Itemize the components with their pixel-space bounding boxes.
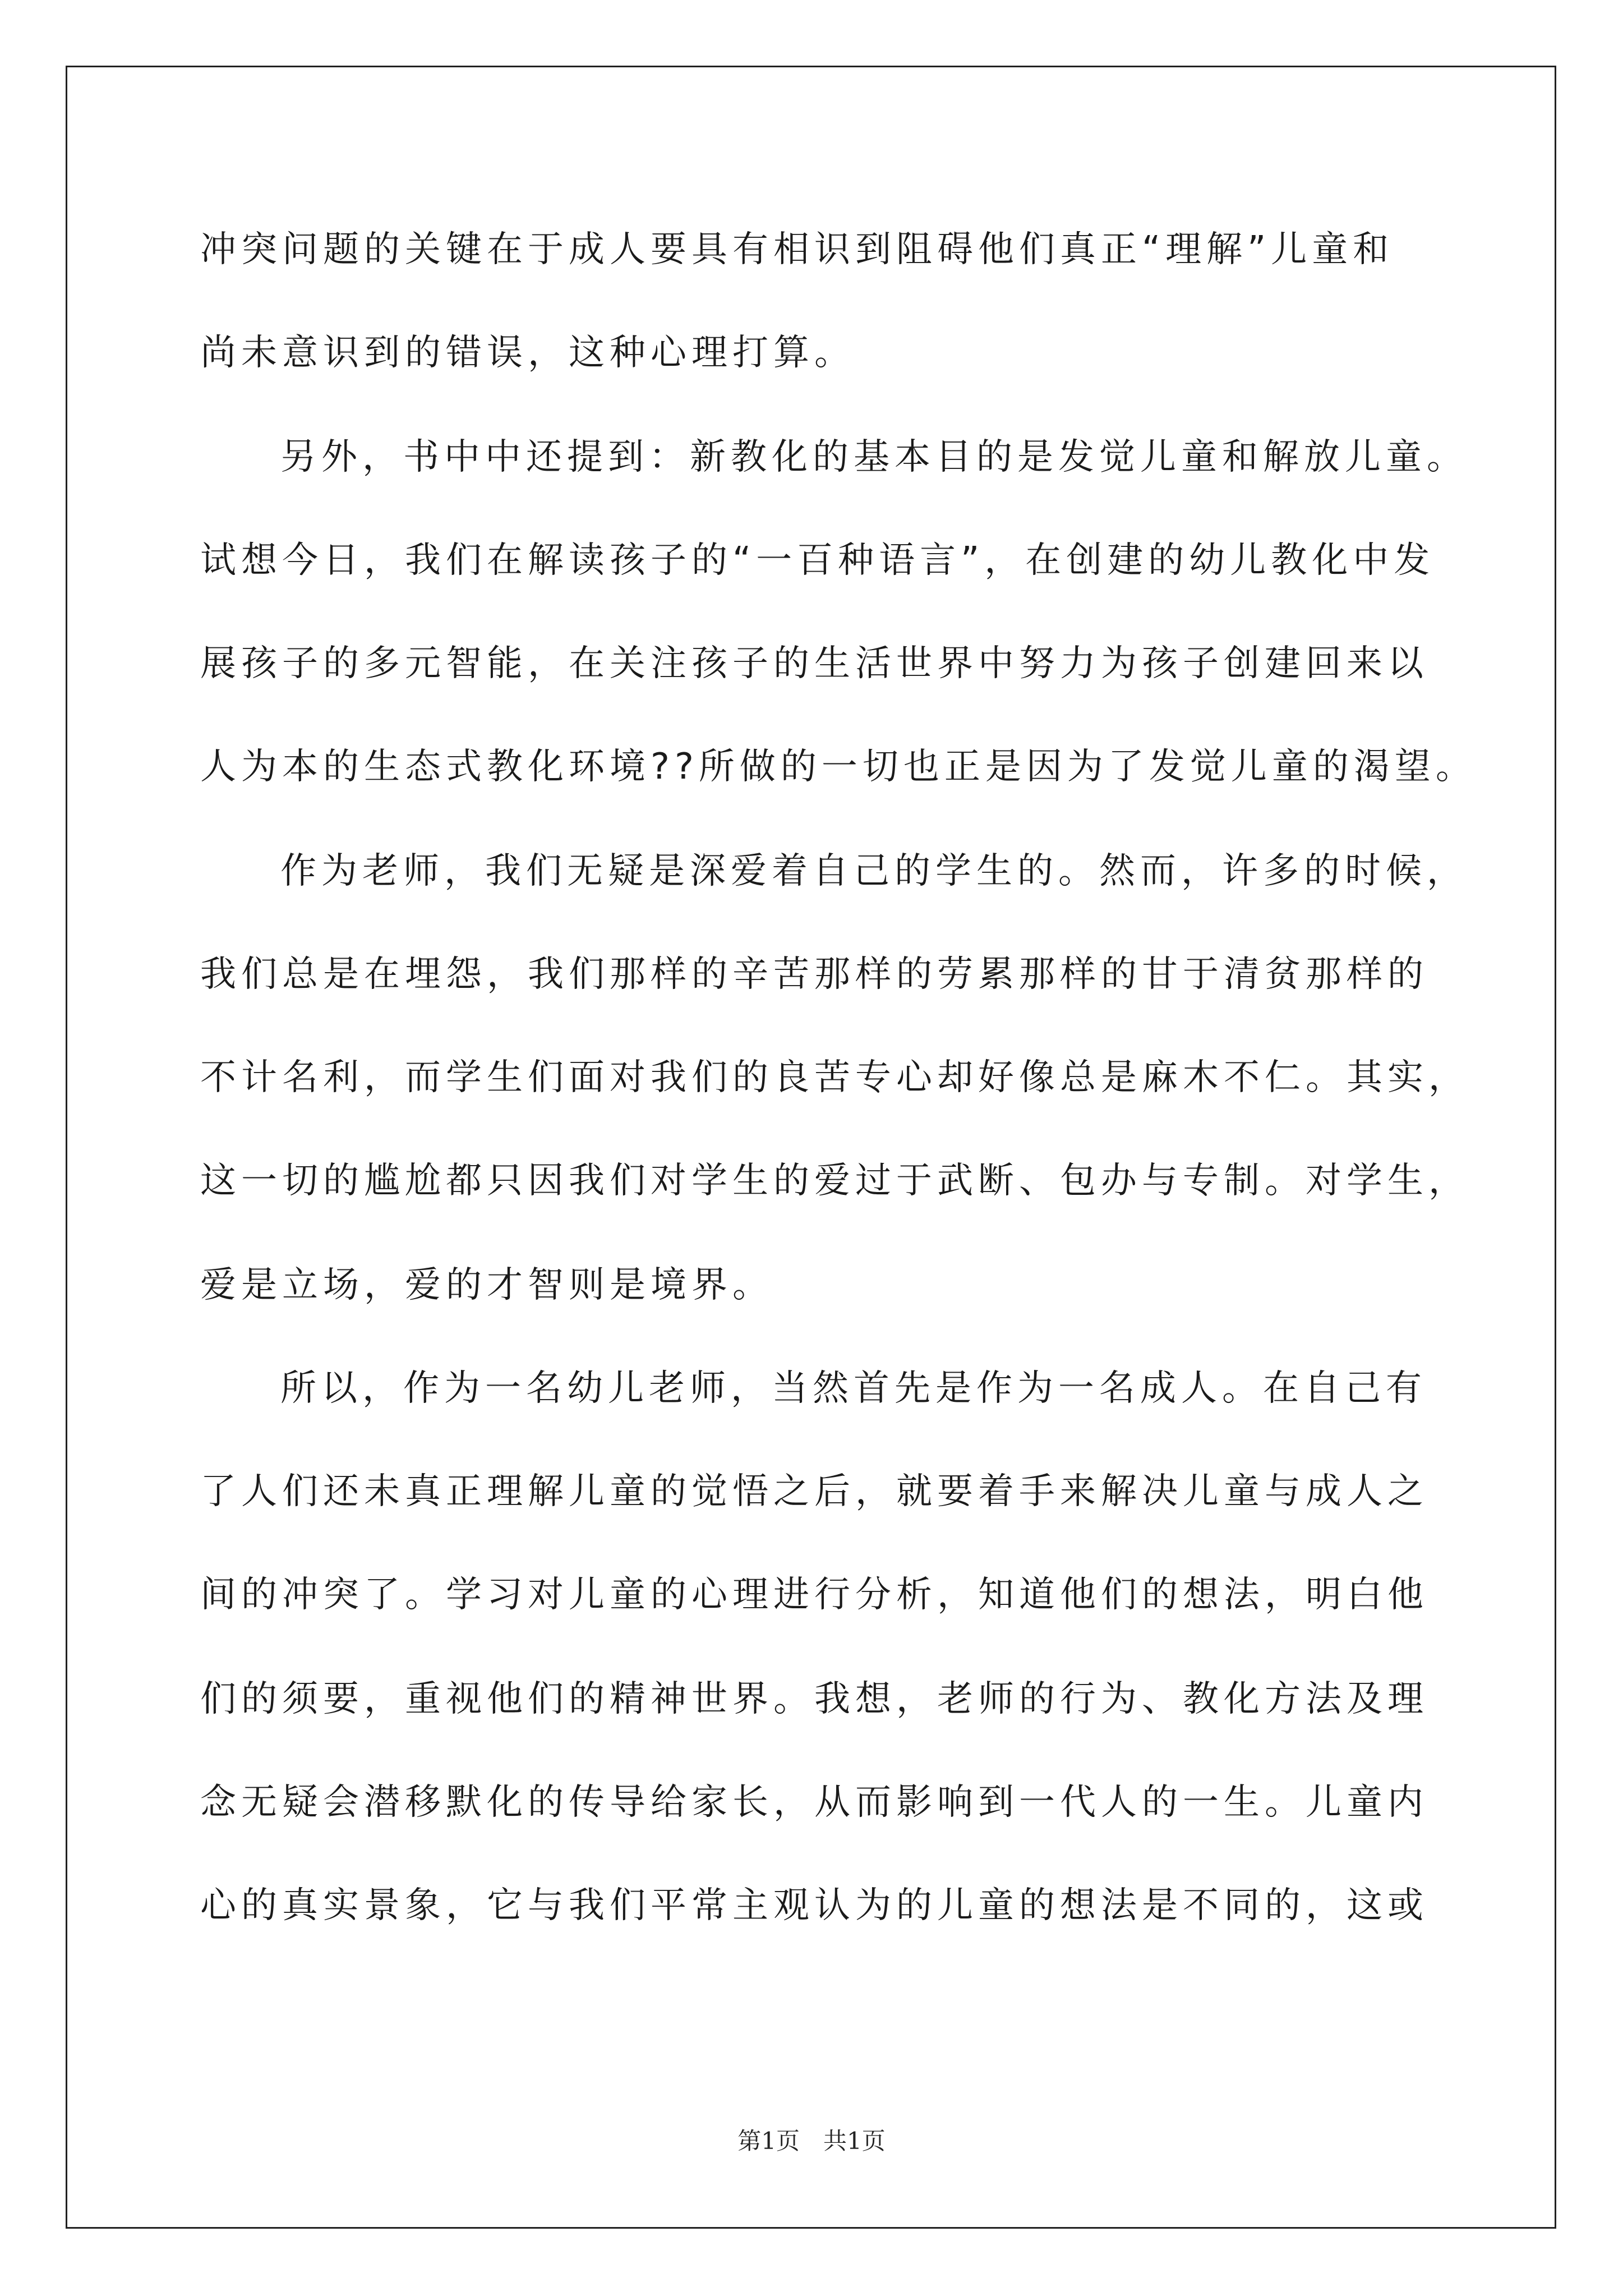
page-number: 第1页 <box>737 2127 800 2155</box>
text-line: 我们总是在埋怨，我们那样的辛苦那样的劳累那样的甘于清贫那样的 <box>200 954 1428 995</box>
page-footer <box>0 2128 1623 2154</box>
text-line: 冲突问题的关键在于成人要具有相识到阻碍他们真正“理解”儿童和 <box>200 229 1394 270</box>
text-line: 试想今日，我们在解读孩子的“一百种语言”，在创建的幼儿教化中发 <box>200 540 1435 581</box>
text-line: 不计名利，而学生们面对我们的良苦专心却好像总是麻木不仁。其实， <box>200 1057 1469 1098</box>
text-line: 尚未意识到的错误，这种心理打算。 <box>200 332 855 374</box>
text-line: 展孩子的多元智能，在关注孩子的生活世界中努力为孩子创建回来以 <box>200 643 1428 684</box>
text-line: 作为老师，我们无疑是深爱着自己的学生的。然而，许多的时候， <box>280 850 1468 892</box>
text-line: 间的冲突了。学习对儿童的心理进行分析，知道他们的想法，明白他 <box>200 1574 1428 1616</box>
text-line: 人为本的生态式教化环境??所做的一切也正是因为了发觉儿童的渴望。 <box>200 746 1477 788</box>
text-line: 心的真实景象，它与我们平常主观认为的儿童的想法是不同的，这或 <box>200 1885 1428 1926</box>
page-total: 共1页 <box>823 2127 886 2155</box>
text-line: 所以，作为一名幼儿老师，当然首先是作为一名成人。在自己有 <box>280 1368 1427 1409</box>
text-line: 这一切的尴尬都只因我们对学生的爱过于武断、包办与专制。对学生， <box>200 1160 1469 1202</box>
text-line: 了人们还未真正理解儿童的觉悟之后，就要着手来解决儿童与成人之 <box>200 1471 1428 1512</box>
text-line: 另外，书中中还提到：新教化的基本目的是发觉儿童和解放儿童。 <box>280 436 1468 478</box>
text-line: 们的须要，重视他们的精神世界。我想，老师的行为、教化方法及理 <box>200 1678 1428 1720</box>
text-line: 爱是立场，爱的才智则是境界。 <box>200 1264 773 1306</box>
text-line: 念无疑会潜移默化的传导给家长，从而影响到一代人的一生。儿童内 <box>200 1782 1428 1823</box>
